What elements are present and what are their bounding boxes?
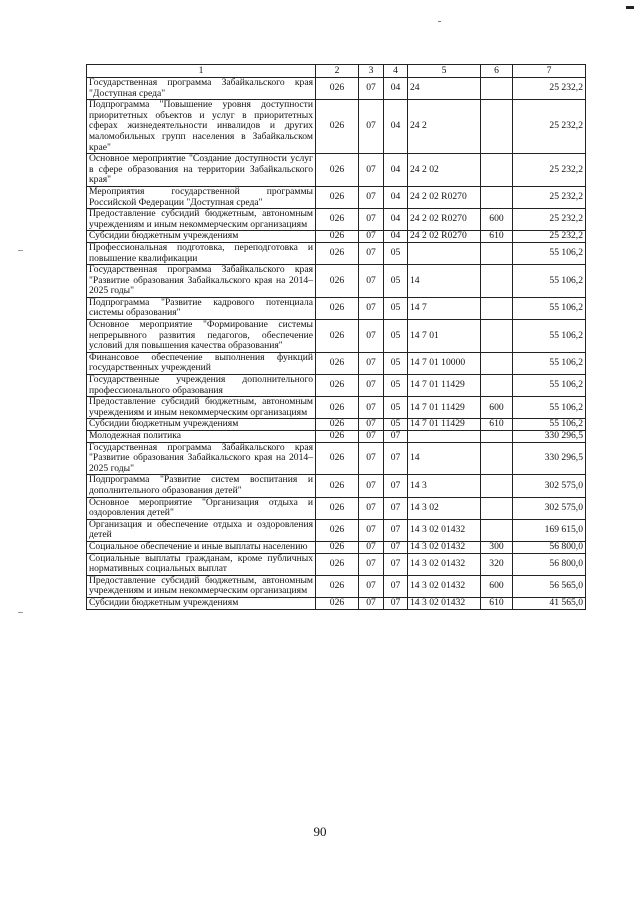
table-row — [87, 242, 586, 264]
cell-vr — [481, 186, 513, 208]
cell-name: Субсидии бюджетным учреждениям — [87, 597, 316, 609]
header-cell-csr: 5 — [408, 65, 481, 78]
cell-pr: 05 — [384, 419, 408, 431]
cell-vr — [481, 442, 513, 475]
table-row — [87, 519, 586, 541]
header-cell-sum: 7 — [513, 65, 586, 78]
cell-grbs: 026 — [316, 375, 359, 397]
cell-sum: 25 232,2 — [513, 209, 586, 231]
cell-sum: 55 106,2 — [513, 297, 586, 319]
cell-vr: 320 — [481, 553, 513, 575]
table-row — [87, 297, 586, 319]
cell-pr: 04 — [384, 100, 408, 154]
cell-rz: 07 — [359, 100, 384, 154]
budget-table — [86, 64, 586, 610]
cell-rz: 07 — [359, 297, 384, 319]
cell-csr: 14 7 01 — [408, 320, 481, 353]
cell-csr: 14 7 01 11429 — [408, 375, 481, 397]
table-row — [87, 431, 586, 443]
cell-sum: 55 106,2 — [513, 419, 586, 431]
cell-name: Организация и обеспечение отдыха и оздоровления детей — [87, 519, 316, 541]
table-row — [87, 100, 586, 154]
cell-name: Мероприятия государственной программы Российской Федерации "Доступная среда" — [87, 186, 316, 208]
cell-name: Подпрограмма "Развитие кадрового потенциала системы образования" — [87, 297, 316, 319]
cell-sum: 56 800,0 — [513, 541, 586, 553]
cell-csr: 14 7 — [408, 297, 481, 319]
cell-csr: 14 — [408, 265, 481, 298]
cell-sum: 41 565,0 — [513, 597, 586, 609]
cell-csr: 14 3 02 01432 — [408, 541, 481, 553]
table-row — [87, 320, 586, 353]
cell-sum: 55 106,2 — [513, 265, 586, 298]
cell-vr — [481, 154, 513, 187]
table-row — [87, 397, 586, 419]
cell-csr: 14 — [408, 442, 481, 475]
cell-sum: 302 575,0 — [513, 497, 586, 519]
cell-csr: 14 3 02 — [408, 497, 481, 519]
cell-csr: 24 2 02 — [408, 154, 481, 187]
cell-rz: 07 — [359, 575, 384, 597]
cell-pr: 05 — [384, 375, 408, 397]
cell-sum: 25 232,2 — [513, 154, 586, 187]
cell-sum: 169 615,0 — [513, 519, 586, 541]
cell-name: Финансовое обеспечение выполнения функций государственных учреждений — [87, 352, 316, 374]
cell-grbs: 026 — [316, 297, 359, 319]
cell-rz: 07 — [359, 419, 384, 431]
cell-grbs: 026 — [316, 419, 359, 431]
cell-name: Молодежная политика — [87, 431, 316, 443]
cell-name: Социальное обеспечение и иные выплаты населению — [87, 541, 316, 553]
cell-sum: 330 296,5 — [513, 431, 586, 443]
cell-pr: 07 — [384, 475, 408, 497]
cell-sum: 55 106,2 — [513, 320, 586, 353]
cell-vr: 600 — [481, 209, 513, 231]
cell-grbs: 026 — [316, 100, 359, 154]
cell-csr: 14 7 01 10000 — [408, 352, 481, 374]
cell-vr: 610 — [481, 419, 513, 431]
cell-pr: 07 — [384, 553, 408, 575]
cell-pr: 05 — [384, 265, 408, 298]
cell-grbs: 026 — [316, 352, 359, 374]
cell-sum: 330 296,5 — [513, 442, 586, 475]
cell-grbs: 026 — [316, 320, 359, 353]
table-row — [87, 541, 586, 553]
cell-pr: 04 — [384, 78, 408, 100]
cell-grbs: 026 — [316, 431, 359, 443]
cell-vr — [481, 297, 513, 319]
cell-name: Государственная программа Забайкальского края "Развитие образования Забайкальского края на 2014–2025 годы" — [87, 442, 316, 475]
cell-grbs: 026 — [316, 597, 359, 609]
cell-rz: 07 — [359, 397, 384, 419]
cell-rz: 07 — [359, 186, 384, 208]
table-row — [87, 352, 586, 374]
cell-csr: 14 3 02 01432 — [408, 597, 481, 609]
cell-pr: 05 — [384, 297, 408, 319]
cell-csr: 14 7 01 11429 — [408, 397, 481, 419]
table-row — [87, 265, 586, 298]
cell-grbs: 026 — [316, 209, 359, 231]
cell-sum: 302 575,0 — [513, 475, 586, 497]
cell-sum: 25 232,2 — [513, 78, 586, 100]
cell-csr: 24 2 02 R0270 — [408, 231, 481, 243]
cell-pr: 07 — [384, 541, 408, 553]
header-cell-name: 1 — [87, 65, 316, 78]
cell-name: Предоставление субсидий бюджетным, автономным учреждениям и иным некоммерческим организациям — [87, 397, 316, 419]
cell-rz: 07 — [359, 553, 384, 575]
cell-rz: 07 — [359, 265, 384, 298]
cell-vr: 600 — [481, 575, 513, 597]
cell-csr: 24 2 — [408, 100, 481, 154]
table-body — [87, 78, 586, 610]
cell-rz: 07 — [359, 231, 384, 243]
cell-pr: 04 — [384, 209, 408, 231]
cell-name: Основное мероприятие "Формирование системы непрерывного развития педагогов, обеспечение условий для повышения качества образования" — [87, 320, 316, 353]
cell-rz: 07 — [359, 78, 384, 100]
cell-rz: 07 — [359, 519, 384, 541]
cell-name: Субсидии бюджетным учреждениям — [87, 419, 316, 431]
page-number: 90 — [313, 824, 327, 839]
cell-pr: 07 — [384, 442, 408, 475]
cell-rz: 07 — [359, 375, 384, 397]
header-cell-grbs: 2 — [316, 65, 359, 78]
cell-csr — [408, 242, 481, 264]
cell-sum: 25 232,2 — [513, 186, 586, 208]
table-row — [87, 154, 586, 187]
cell-csr: 14 7 01 11429 — [408, 419, 481, 431]
scan-speck — [438, 21, 441, 22]
cell-pr: 05 — [384, 320, 408, 353]
table-row — [87, 419, 586, 431]
cell-rz: 07 — [359, 431, 384, 443]
cell-sum: 55 106,2 — [513, 397, 586, 419]
cell-grbs: 026 — [316, 186, 359, 208]
cell-pr: 04 — [384, 154, 408, 187]
header-cell-rz: 3 — [359, 65, 384, 78]
cell-grbs: 026 — [316, 475, 359, 497]
cell-rz: 07 — [359, 475, 384, 497]
table-row — [87, 575, 586, 597]
cell-csr: 24 — [408, 78, 481, 100]
cell-pr: 05 — [384, 242, 408, 264]
margin-tick — [18, 612, 23, 613]
cell-rz: 07 — [359, 154, 384, 187]
cell-pr: 04 — [384, 231, 408, 243]
cell-vr: 300 — [481, 541, 513, 553]
margin-tick — [18, 250, 23, 251]
cell-vr: 610 — [481, 231, 513, 243]
cell-grbs: 026 — [316, 519, 359, 541]
cell-vr: 600 — [481, 397, 513, 419]
cell-name: Социальные выплаты гражданам, кроме публичных нормативных социальных выплат — [87, 553, 316, 575]
table-row — [87, 186, 586, 208]
header-cell-pr: 4 — [384, 65, 408, 78]
cell-pr: 04 — [384, 186, 408, 208]
cell-pr: 07 — [384, 431, 408, 443]
cell-csr: 24 2 02 R0270 — [408, 186, 481, 208]
cell-csr — [408, 431, 481, 443]
cell-vr — [481, 352, 513, 374]
cell-name: Субсидии бюджетным учреждениям — [87, 231, 316, 243]
cell-rz: 07 — [359, 597, 384, 609]
cell-rz: 07 — [359, 242, 384, 264]
cell-grbs: 026 — [316, 541, 359, 553]
cell-vr: 610 — [481, 597, 513, 609]
cell-name: Подпрограмма "Повышение уровня доступности приоритетных объектов и услуг в приоритетных сферах жизнедеятельности инвалидов и других маломобильных групп населения в Забайкальском крае" — [87, 100, 316, 154]
cell-vr — [481, 475, 513, 497]
cell-sum: 25 232,2 — [513, 231, 586, 243]
table-row — [87, 597, 586, 609]
cell-vr — [481, 78, 513, 100]
cell-sum: 56 565,0 — [513, 575, 586, 597]
cell-rz: 07 — [359, 541, 384, 553]
cell-grbs: 026 — [316, 154, 359, 187]
cell-vr — [481, 375, 513, 397]
cell-csr: 14 3 02 01432 — [408, 575, 481, 597]
cell-grbs: 026 — [316, 242, 359, 264]
cell-name: Подпрограмма "Развитие систем воспитания и дополнительного образования детей" — [87, 475, 316, 497]
cell-vr — [481, 519, 513, 541]
cell-grbs: 026 — [316, 497, 359, 519]
cell-vr — [481, 265, 513, 298]
cell-name: Предоставление субсидий бюджетным, автономным учреждениям и иным некоммерческим организациям — [87, 575, 316, 597]
cell-rz: 07 — [359, 320, 384, 353]
header-cell-vr: 6 — [481, 65, 513, 78]
cell-pr: 07 — [384, 597, 408, 609]
cell-sum: 55 106,2 — [513, 242, 586, 264]
cell-grbs: 026 — [316, 265, 359, 298]
cell-csr: 14 3 02 01432 — [408, 553, 481, 575]
cell-name: Профессиональная подготовка, переподготовка и повышение квалификации — [87, 242, 316, 264]
cell-grbs: 026 — [316, 575, 359, 597]
cell-vr — [481, 497, 513, 519]
cell-rz: 07 — [359, 497, 384, 519]
cell-pr: 05 — [384, 397, 408, 419]
table-row — [87, 442, 586, 475]
table-row — [87, 497, 586, 519]
cell-grbs: 026 — [316, 78, 359, 100]
cell-sum: 55 106,2 — [513, 375, 586, 397]
cell-name: Основное мероприятие "Создание доступности услуг в сфере образования на территории Забайкальского края" — [87, 154, 316, 187]
cell-rz: 07 — [359, 442, 384, 475]
cell-name: Государственная программа Забайкальского края "Доступная среда" — [87, 78, 316, 100]
cell-name: Предоставление субсидий бюджетным, автономным учреждениям и иным некоммерческим организациям — [87, 209, 316, 231]
cell-name: Государственная программа Забайкальского края "Развитие образования Забайкальского края на 2014–2025 годы" — [87, 265, 316, 298]
cell-name: Государственные учреждения дополнительного профессионального образования — [87, 375, 316, 397]
cell-vr — [481, 431, 513, 443]
table-row — [87, 78, 586, 100]
table-header-row — [87, 65, 586, 78]
cell-vr — [481, 100, 513, 154]
cell-sum: 55 106,2 — [513, 352, 586, 374]
cell-vr — [481, 242, 513, 264]
cell-rz: 07 — [359, 352, 384, 374]
cell-csr: 24 2 02 R0270 — [408, 209, 481, 231]
scan-mark — [626, 6, 634, 9]
cell-rz: 07 — [359, 209, 384, 231]
cell-csr: 14 3 — [408, 475, 481, 497]
cell-pr: 07 — [384, 575, 408, 597]
table-row — [87, 375, 586, 397]
cell-pr: 07 — [384, 497, 408, 519]
cell-name: Основное мероприятие "Организация отдыха и оздоровления детей" — [87, 497, 316, 519]
cell-sum: 25 232,2 — [513, 100, 586, 154]
table-row — [87, 209, 586, 231]
cell-pr: 05 — [384, 352, 408, 374]
cell-grbs: 026 — [316, 442, 359, 475]
cell-grbs: 026 — [316, 231, 359, 243]
cell-vr — [481, 320, 513, 353]
table-row — [87, 553, 586, 575]
cell-sum: 56 800,0 — [513, 553, 586, 575]
table-row — [87, 231, 586, 243]
cell-grbs: 026 — [316, 553, 359, 575]
cell-grbs: 026 — [316, 397, 359, 419]
cell-csr: 14 3 02 01432 — [408, 519, 481, 541]
cell-pr: 07 — [384, 519, 408, 541]
table-row — [87, 475, 586, 497]
